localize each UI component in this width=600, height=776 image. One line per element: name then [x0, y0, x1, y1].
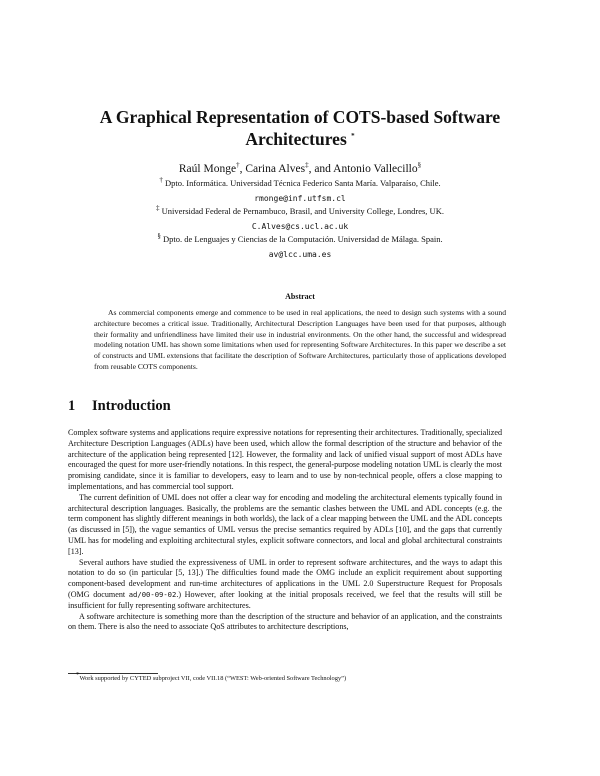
- author-email: rmonge@inf.utfsm.cl: [254, 194, 346, 203]
- affiliation-text: Universidad Federal de Pernambuco, Brasil, and University College, Londres, UK.: [161, 206, 444, 216]
- paragraph-text: .) However, after looking at the initial proposals received, we feel that the results will still be insufficient for fully representing software architectures.: [68, 589, 502, 610]
- footnote-mark: *: [76, 671, 80, 679]
- title-line-2: Architectures: [245, 129, 347, 149]
- author-mark: †: [236, 161, 240, 170]
- abstract-heading: Abstract: [285, 292, 315, 301]
- section-title: Introduction: [92, 398, 171, 414]
- author-name: Carina Alves: [245, 163, 306, 175]
- title-footnote-mark: *: [351, 132, 355, 141]
- affiliation-text: Dpto. de Lenguajes y Ciencias de la Computación. Universidad de Málaga. Spain.: [162, 234, 443, 244]
- author-list: [60, 162, 540, 176]
- author-email: av@lcc.uma.es: [268, 250, 332, 259]
- affiliation-mark: †: [159, 176, 163, 185]
- affiliation: [60, 178, 540, 189]
- footnote-text: Work supported by CYTED subproject VII, code VII.18 (“WEST: Web-oriented Software Technology”): [79, 675, 347, 683]
- footnote-rule: [68, 673, 158, 674]
- affiliation: [60, 206, 540, 217]
- author-name: Antonio Vallecillo: [333, 163, 418, 175]
- paragraph: [68, 558, 502, 612]
- title-line-1: A Graphical Representation of COTS-based Software: [99, 107, 501, 127]
- abstract-text: As commercial components emerge and commence to be used in real applications, the need to design such systems with a sound architecture becomes a critical issue. Traditionally, Architectural Description Languages have been used for that purposes, although their formality and unfriendliness have limited their use in industrial environments. On the other hand, the successful and widespread modeling notation UML has shown some limitations when used for representing Software Architectures. In this paper we describe a set of constructs and UML extensions that facilitate the description of Software Architectures, particularly those of applications developed from reusable COTS components.: [94, 308, 506, 371]
- paragraph: A software architecture is something more than the description of the structure and behavior of an application, and the constraints on them. There is also the need to associate QoS attributes to architecture descriptions,: [68, 611, 502, 632]
- author-mark: ‡: [305, 161, 309, 170]
- section-body: [68, 428, 502, 633]
- affiliation: [60, 234, 540, 245]
- author-separator: , and: [308, 163, 334, 175]
- paragraph-text: Several authors have studied the expressiveness of UML in order to represent software architectures, and the ways to adapt this notation to do so (in particular [5, 13].) The difficulties found made the OMG include an explicit requirement about supporting component-based development and run-time architectures of applications in the UML 2.0 Superstructure Request for Proposals (OMG document: [68, 557, 502, 599]
- footnote: [76, 671, 347, 683]
- section-number: 1: [68, 398, 76, 414]
- section-heading: [68, 398, 171, 415]
- author-separator: ,: [239, 163, 246, 175]
- author-name: Raúl Monge: [178, 163, 237, 175]
- paragraph: The current definition of UML does not offer a clear way for encoding and modeling the architectural elements typically found in architectural description languages. Basically, the problems are the semantic clashes between the UML and ADL concepts (e.g. the term component has slightly different meanings in both worlds), the lack of a clear mapping between the UML and the ADL concepts (as discussed in [5]), the vague semantics of UML versus the precise semantics required by ADLs [10], and the gaps that currently UML has for modeling and exploiting architectural styles, explicit software connectors, and local and global architectural constraints [13].: [68, 492, 502, 556]
- author-mark: §: [417, 161, 422, 170]
- paper-title: [60, 106, 540, 150]
- omg-document-id: ad/00-09-02: [128, 589, 177, 599]
- affiliation-text: Dpto. Informática. Universidad Técnica Federico Santa María. Valparaíso, Chile.: [165, 178, 441, 188]
- author-email: C.Alves@cs.ucl.ac.uk: [251, 222, 349, 231]
- affiliation-mark: ‡: [156, 204, 160, 213]
- affiliation-mark: §: [157, 232, 161, 241]
- paragraph: Complex software systems and applications require expressive notations for representing their architectures. Traditionally, specialized Architecture Description Languages (ADLs) have been used, which allow the formal description of the structure and behavior of the architecture of the application being represented [12]. However, the formality and lack of unified visual support of most ADLs have encouraged the quest for more user-friendly notations. In this respect, the general-purpose modeling notation UML is clearly the most promising candidate, since it is familiar to developers, easy to learn and to use by non-technical people, offers a close mapping to implementations, and has commercial tool support.: [68, 428, 502, 491]
